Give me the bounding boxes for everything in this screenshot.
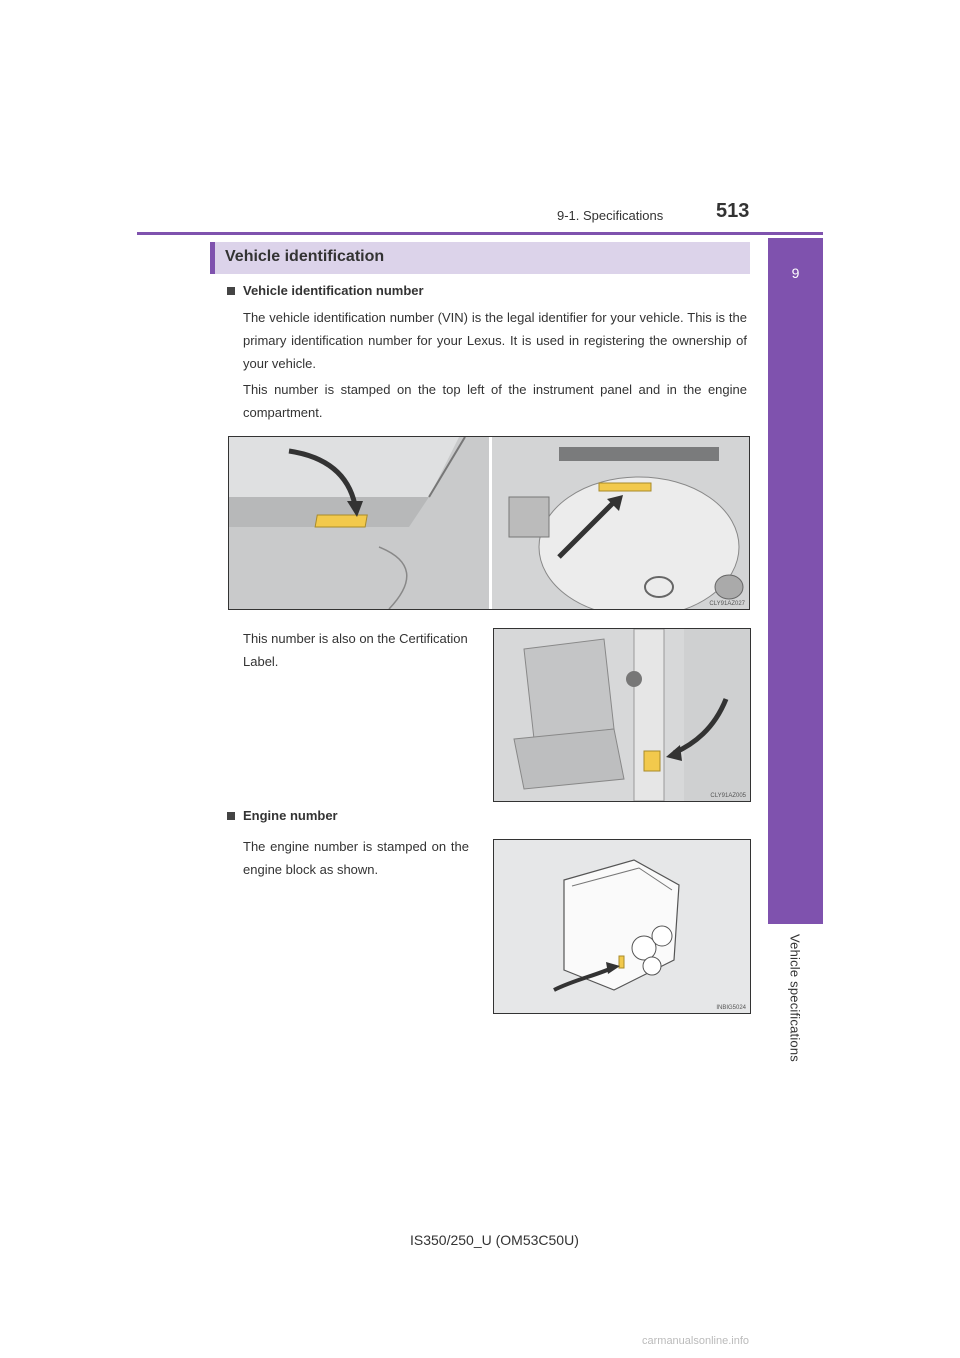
chapter-number: 9 <box>791 265 800 281</box>
vin-heading <box>227 283 424 298</box>
engine-heading-text: Engine number <box>243 808 338 823</box>
certification-label-illustration <box>494 629 750 801</box>
bullet-square-icon <box>227 287 235 295</box>
section-title-bar <box>210 242 750 274</box>
watermark: carmanualsonline.info <box>642 1335 750 1347</box>
chapter-title-text: Vehicle specifications <box>787 934 803 1062</box>
footer-model-code: IS350/250_U (OM53C50U) <box>410 1232 579 1248</box>
figure-code: INBIG5024 <box>716 1005 746 1011</box>
chapter-title <box>781 928 809 1068</box>
page-number: 513 <box>716 200 750 222</box>
certification-label-figure <box>493 628 751 802</box>
engine-heading <box>227 808 338 823</box>
vin-location-figure <box>228 436 750 610</box>
figure-code: CLY91AZ005 <box>710 793 746 799</box>
header-rule <box>137 232 823 235</box>
figure-code: CLY91AZ027 <box>709 601 745 607</box>
vin-paragraph-2: This number is stamped on the top left of the instrument panel and in the engine compartment. <box>243 382 747 420</box>
bullet-square-icon <box>227 812 235 820</box>
section-title: Vehicle identification <box>225 248 385 265</box>
vin-paragraph-3: This number is also on the Certification Label. <box>243 631 468 669</box>
engine-number-figure <box>493 839 751 1014</box>
vin-heading-text: Vehicle identification number <box>243 283 424 298</box>
vin-location-illustration <box>229 437 749 609</box>
running-header-section: 9-1. Specifications <box>557 208 664 223</box>
chapter-tab <box>768 238 823 924</box>
vin-paragraph-1: The vehicle identification number (VIN) is the legal identifier for your vehicle. This is the primary identification number for your Lexus. It is used in registering the ownership of your vehicle. <box>243 310 747 371</box>
engine-paragraph-1: The engine number is stamped on the engine block as shown. <box>243 839 469 877</box>
engine-number-illustration <box>494 840 750 1013</box>
